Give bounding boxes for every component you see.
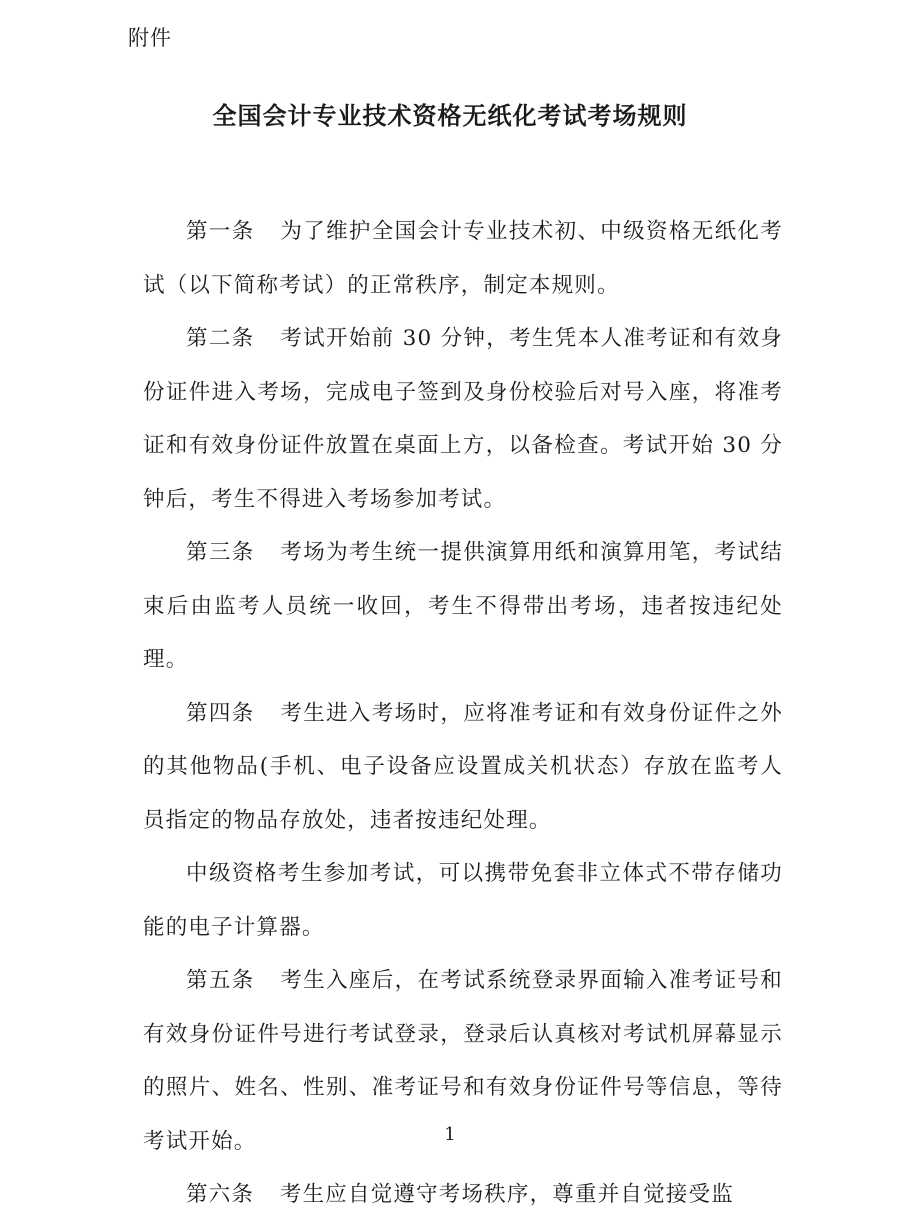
article-1-heading: 第一条 (186, 219, 255, 244)
article-4-supplement-text: 中级资格考生参加考试，可以携带免套非立体式不带存储功能的电子计算器。 (143, 861, 783, 940)
article-2-heading: 第二条 (186, 326, 255, 351)
article-6-heading: 第六条 (186, 1182, 255, 1207)
document-title: 全国会计专业技术资格无纸化考试考场规则 (212, 102, 688, 130)
article-3-text: 考场为考生统一提供演算用纸和演算用笔，考试结束后由监考人员统一收回，考生不得带出考场，违者按违纪处理。 (143, 540, 783, 672)
article-1-paragraph (143, 205, 783, 312)
article-6-text: 考生应自觉遵守考场秩序，尊重并自觉接受监 (279, 1182, 734, 1207)
article-5-heading: 第五条 (186, 968, 255, 993)
article-1-text: 为了维护全国会计专业技术初、中级资格无纸化考试（以下简称考试）的正常秩序，制定本规则。 (143, 219, 783, 298)
article-3-heading: 第三条 (186, 540, 255, 565)
article-4-heading: 第四条 (186, 700, 255, 726)
article-4-paragraph (143, 687, 783, 848)
article-5-text: 考生入座后，在考试系统登录界面输入准考证号和有效身份证件号进行考试登录，登录后认真核对考试机屏幕显示的照片、姓名、性别、准考证号和有效身份证件号等信息，等待考试开始。 (143, 968, 783, 1154)
article-2-paragraph (143, 312, 783, 526)
article-4-text: 考生进入考场时，应将准考证和有效身份证件之外的其他物品(手机、电子设备应设置成关机状态）存放在监考人员指定的物品存放处，违者按违纪处理。 (143, 700, 783, 833)
document-body (143, 205, 783, 1222)
article-6-paragraph (143, 1168, 783, 1222)
page-number: 1 (444, 1124, 456, 1145)
attachment-label: 附件 (128, 26, 172, 50)
article-3-paragraph (143, 526, 783, 687)
article-4-supplement-paragraph (143, 847, 783, 954)
article-2-text: 考试开始前 30 分钟，考生凭本人准考证和有效身份证件进入考场，完成电子签到及身份校验后对号入座，将准考证和有效身份证件放置在桌面上方，以备检查。考试开始 30 分钟后，考生不得进入考场参加考试。 (143, 326, 783, 512)
